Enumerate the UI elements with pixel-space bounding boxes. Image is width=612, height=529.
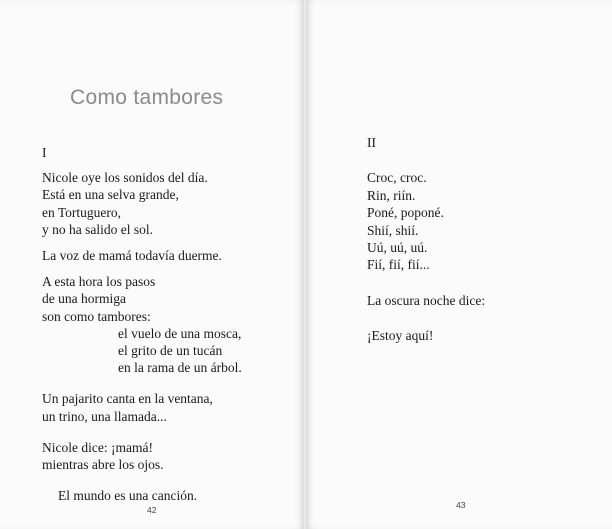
right-page <box>306 0 612 529</box>
verse-line: A esta hora los pasos <box>42 274 156 290</box>
verse-line: un trino, una llamada... <box>42 408 167 424</box>
stanza <box>42 487 292 504</box>
verse-line: y no ha salido el sol. <box>42 221 153 237</box>
section-number: II <box>367 135 376 150</box>
verse-line: Shií, shií. <box>367 222 419 238</box>
verse-line: el vuelo de una mosca, <box>118 325 242 341</box>
verse-line: el grito de un tucán <box>118 343 223 359</box>
stanza <box>367 292 517 309</box>
section-number: I <box>42 145 47 160</box>
right-poem-text <box>367 134 517 345</box>
stanza <box>42 247 292 264</box>
verse-line: Nicole oye los sonidos del día. <box>42 170 208 186</box>
verse-line: Está en una selva grande, <box>42 187 179 203</box>
stanza <box>367 327 517 344</box>
verse-line: Croc, croc. <box>367 170 427 186</box>
poem-title: Como tambores <box>70 86 224 109</box>
verse-line: Fií, fií, fií... <box>367 257 430 273</box>
verse-line: La voz de mamá todavía duerme. <box>42 248 222 264</box>
verse-line: Rin, riín. <box>367 187 416 203</box>
verse-line: de una hormiga <box>42 291 126 307</box>
page-number-left: 42 <box>147 505 157 515</box>
verse-line: La oscura noche dice: <box>367 292 486 308</box>
verse-line: son como tambores: <box>42 308 151 324</box>
verse-line: Nicole dice: ¡mamá! <box>42 439 153 455</box>
verse-line: Un pajarito canta en la ventana, <box>42 391 213 407</box>
stanza <box>42 169 292 238</box>
verse-line: mientras abre los ojos. <box>42 457 164 473</box>
stanza <box>42 390 292 424</box>
verse-line: en Tortuguero, <box>42 204 122 220</box>
stanza <box>42 439 292 473</box>
verse-line: Uú, uú, uú. <box>367 240 428 256</box>
verse-line: El mundo es una canción. <box>58 488 198 504</box>
left-page <box>0 0 304 529</box>
stanza <box>42 273 292 325</box>
verse-line: en la rama de un árbol. <box>118 360 242 376</box>
stanza <box>367 169 517 273</box>
left-poem-text <box>42 144 292 504</box>
verse-line: Poné, poponé. <box>367 205 444 221</box>
verse-line: ¡Estoy aquí! <box>367 328 434 344</box>
page-number-right: 43 <box>456 500 466 510</box>
stanza-indented <box>42 325 292 377</box>
